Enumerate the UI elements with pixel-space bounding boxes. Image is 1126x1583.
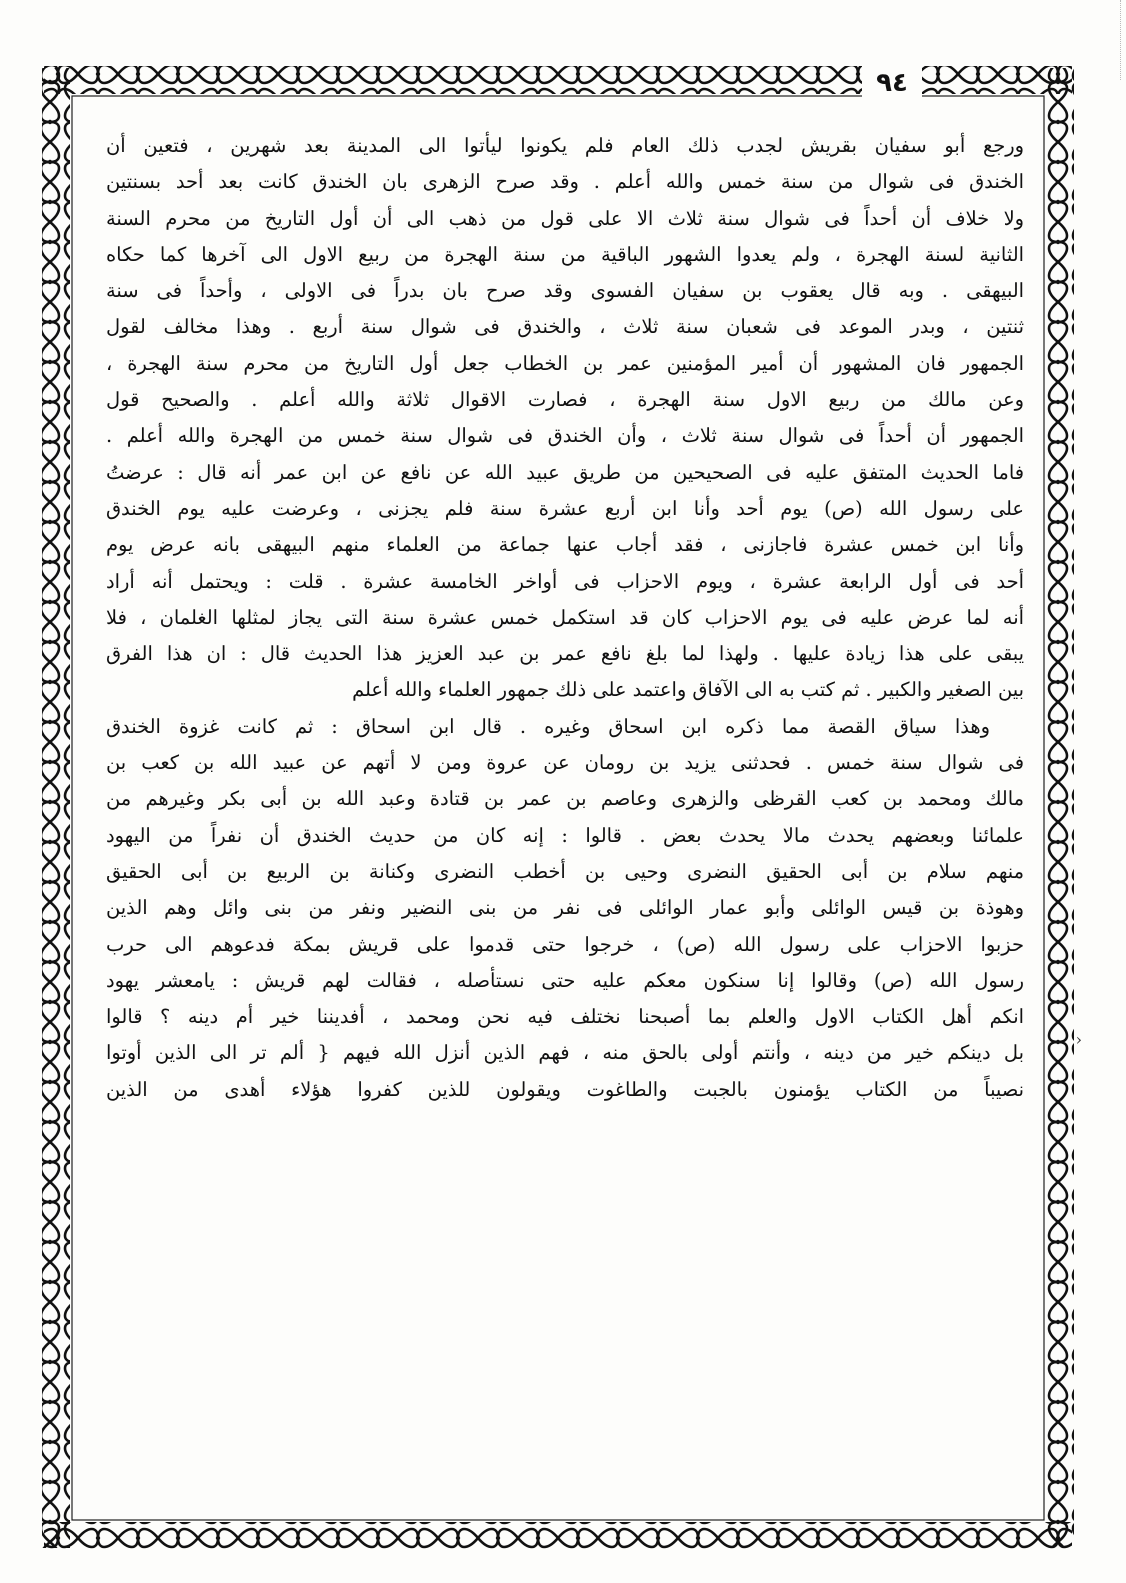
- text-line: أنه لما عرض عليه فى يوم الاحزاب كان قد استكمل خمس عشرة سنة التى يجاز لمثلها الغلمان ، فلا: [106, 605, 1024, 629]
- text-line: وهوذة بن قيس الوائلى وأبو عمار الوائلى فى نفر من بنى النضير ونفر من بنى وائل وهم الذين: [106, 896, 1024, 920]
- text-line: وهذا سياق القصة مما ذكره ابن اسحاق وغيره . قال ابن اسحاق : ثم كانت غزوة الخندق: [106, 714, 990, 738]
- text-line: بل دينكم خير من دينه ، وأنتم أولى بالحق منه ، فهم الذين أنزل الله فيهم { ألم تر الى الذين أوتوا: [106, 1041, 1024, 1065]
- margin-mark: ‹: [1075, 1030, 1082, 1049]
- text-line: نصيباً من الكتاب يؤمنون بالجبت والطاغوت ويقولون للذين كفروا هؤلاء أهدى من الذين: [106, 1077, 1024, 1101]
- text-line: فى شوال سنة خمس . فحدثنى يزيد بن رومان عن عروة ومن لا أتهم عن عبيد الله بن كعب بن: [106, 751, 1024, 775]
- text-line: انكم أهل الكتاب الاول والعلم بما أصبحنا نختلف فيه نحن ومحمد ، أفديننا خير أم دينه ؟ قالوا: [106, 1005, 1024, 1029]
- scan-edge-mark: [1102, 0, 1121, 80]
- text-line: منهم سلام بن أبى الحقيق النضرى وحيى بن أخطب النضرى وكنانة بن الربيع بن أبى الحقيق: [106, 859, 1024, 883]
- text-line: البيهقى . وبه قال يعقوب بن سفيان الفسوى وقد صرح بان بدراً فى الاولى ، وأحداً فى سنة: [106, 279, 1024, 303]
- text-line: الجمهور فان المشهور أن أمير المؤمنين عمر بن الخطاب جعل أول التاريخ من محرم سنة الهجرة ،: [106, 351, 1024, 375]
- page-number: ٩٤: [862, 66, 922, 100]
- text-line: حزبوا الاحزاب على رسول الله (ص) ، خرجوا حتى قدموا على قريش بمكة فدعوهم الى حرب: [106, 932, 1024, 956]
- text-line: وعن مالك من ربيع الاول سنة الهجرة ، فصارت الاقوال ثلاثة والله أعلم . والصحيح قول: [106, 388, 1024, 412]
- text-line: الخندق فى شوال من سنة خمس والله أعلم . وقد صرح الزهرى بان الخندق كانت بعد أحد بسنتين: [106, 170, 1024, 194]
- text-line: أحد فى أول الرابعة عشرة ، ويوم الاحزاب فى أواخر الخامسة عشرة . قلت : ويحتمل أنه أراد: [106, 569, 1024, 593]
- text-line: ورجع أبو سفيان بقريش لجدب ذلك العام فلم يكونوا ليأتوا الى المدينة بعد شهرين ، فتعين أن: [106, 134, 1024, 157]
- text-line: على رسول الله (ص) يوم أحد وأنا ابن أربع عشرة سنة فلم يجزنى ، وعرضت عليه يوم الخندق: [106, 496, 1024, 520]
- text-line: علمائنا وبعضهم يحدث مالا يحدث بعض . قالوا : إنه كان من حديث الخندق أن نفراً من اليهود: [106, 823, 1024, 847]
- body-text: [106, 128, 1024, 1478]
- text-line: الثانية لسنة الهجرة ، ولم يعدوا الشهور الباقية من سنة الهجرة من ربيع الاول الى آخرها كما حكاه: [106, 242, 1024, 266]
- text-line: وأنا ابن خمس عشرة فاجازنى ، فقد أجاب عنها جماعة من العلماء منهم البيهقى بانه عرض يوم: [106, 533, 1024, 557]
- text-line: الجمهور أن أحداً فى شوال سنة ثلاث ، وأن الخندق فى شوال سنة خمس من الهجرة والله أعلم .: [106, 424, 1024, 448]
- text-line: ثنتين ، وبدر الموعد فى شعبان سنة ثلاث ، والخندق فى شوال سنة أربع . وهذا مخالف لقول: [106, 315, 1024, 339]
- text-line: مالك ومحمد بن كعب القرظى والزهرى وعاصم بن عمر بن قتادة وعبد الله بن أبى بكر وغيرهم من: [106, 787, 1024, 811]
- text-line: يبقى على هذا زيادة عليها . ولهذا لما بلغ نافع عمر بن عبد العزيز هذا الحديث قال : ان هذا الفرق: [106, 642, 1024, 666]
- text-line: رسول الله (ص) وقالوا إنا سنكون معكم عليه حتى نستأصله ، فقالت لهم قريش : يامعشر يهود: [106, 968, 1024, 992]
- text-line: فاما الحديث المتفق عليه فى الصحيحين من طريق عبيد الله عن نافع عن ابن عمر أنه قال : عرضتُ: [106, 460, 1024, 484]
- text-line: ولا خلاف أن أحداً فى شوال سنة ثلاث الا على قول من ذهب الى أن أول التاريخ من محرم السنة: [106, 206, 1024, 230]
- text-line: بين الصغير والكبير . ثم كتب به الى الآفاق واعتمد على ذلك جمهور العلماء والله أعلم: [352, 678, 1024, 702]
